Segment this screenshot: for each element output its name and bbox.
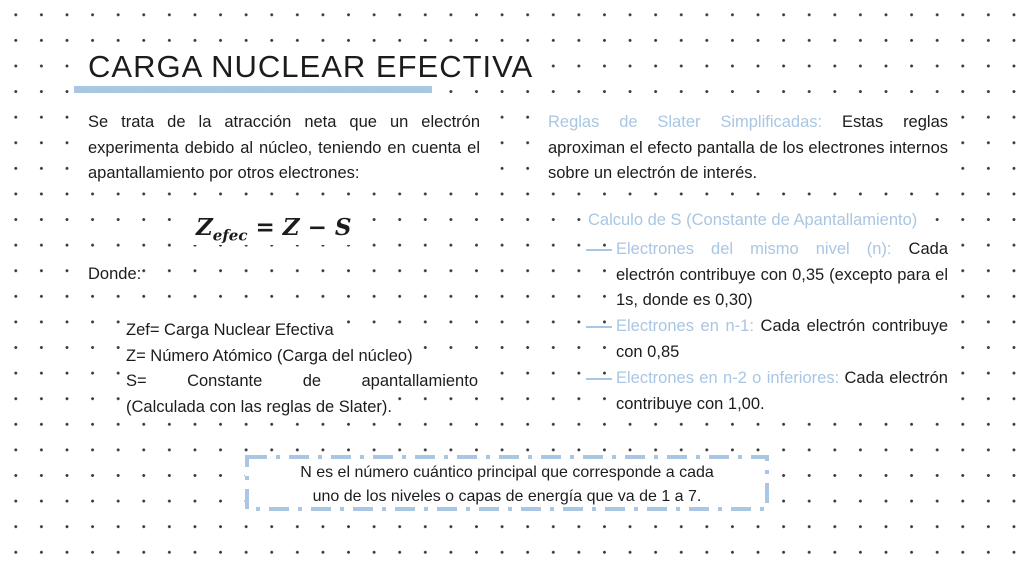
slater-heading: Reglas de Slater Simplificadas: (548, 113, 823, 131)
rule-dash (586, 249, 612, 251)
rule-label: Electrones en n-1: (616, 317, 754, 335)
rule-text: Cada electrón contribuye con 1,00. (616, 369, 948, 413)
rule-n-minus-1 (586, 314, 948, 365)
slater-body: Estas reglas aproximan el efecto pantalla de los electrones internos sobre un electrón de interés. (548, 113, 949, 182)
rule-text: Cada electrón contribuye con 0,85 (616, 317, 948, 361)
definition-z: Z= Número Atómico (Carga del núcleo) (126, 344, 413, 370)
note-line-1: N es el número cuántico principal que corresponde a cada (300, 464, 714, 481)
calc-title: Calculo de S (Constante de Apantallamiento) (588, 211, 918, 229)
slater-paragraph (548, 110, 948, 187)
definitions-list (126, 318, 478, 420)
formula-rhs: = Z − S (255, 214, 352, 241)
rule-label: Electrones del mismo nivel (n): (616, 240, 892, 258)
note-box (245, 455, 769, 511)
donde-label: Donde: (88, 265, 142, 283)
title-underline (74, 86, 432, 93)
formula-lhs-subscript: efec (212, 226, 248, 245)
definition-s: S= Constante de apantallamiento (126, 369, 478, 395)
rule-dash (586, 378, 612, 380)
rule-same-level (586, 237, 948, 314)
rule-dash (586, 326, 612, 328)
effective-charge-formula (192, 214, 355, 245)
formula-lhs: Z (196, 214, 213, 241)
rule-n-minus-2 (586, 366, 948, 417)
rule-label: Electrones en n-2 o inferiores: (616, 369, 840, 387)
rule-text: Cada electrón contribuye con 0,35 (excepto para el 1s, donde es 0,30) (616, 240, 949, 309)
note-text (245, 461, 769, 509)
page-title: CARGA NUCLEAR EFECTIVA (88, 49, 534, 84)
definition-s-note: (Calculada con las reglas de Slater). (126, 395, 392, 421)
intro-paragraph: Se trata de la atracción neta que un electrón experimenta debido al núcleo, teniendo en cuenta el apantallamiento por otros electrones: (88, 110, 480, 187)
definition-zef: Zef= Carga Nuclear Efectiva (126, 318, 334, 344)
note-line-2: uno de los niveles o capas de energía que va de 1 a 7. (312, 488, 702, 505)
